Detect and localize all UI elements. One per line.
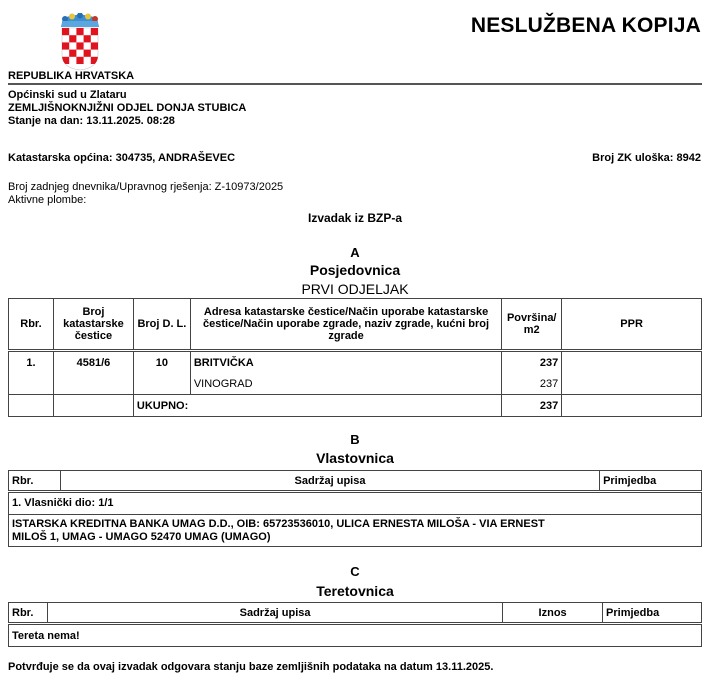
col-header-remark: Primjedba (603, 603, 702, 624)
cell-empty (562, 395, 702, 417)
table-header-row (9, 471, 702, 492)
section-a-letter: A (350, 245, 360, 260)
cell-address: BRITVIČKA (190, 351, 501, 374)
cell-rbr: 1. (9, 351, 54, 374)
col-header-rbr: Rbr. (9, 299, 54, 351)
section-b-title: Vlastovnica (316, 450, 394, 466)
active-seals: Aktivne plombe: (8, 194, 87, 206)
cell-empty (133, 373, 190, 395)
cell-broj-dl: 10 (133, 351, 190, 374)
section-c-title: Teretovnica (316, 583, 394, 599)
last-diary-number: Broj zadnjeg dnevnika/Upravnog rješenja: Z-10973/2025 (8, 181, 284, 193)
col-header-rbr: Rbr. (9, 471, 61, 492)
col-header-rbr: Rbr. (9, 603, 48, 624)
owner-details: ISTARSKA KREDITNA BANKA UMAG D.D., OIB: 65723536010, ULICA ERNESTA MILOŠA - VIA ERNEST MILOŠ 1, UMAG - UMAGO 52470 UMAG (UMAGO) (9, 515, 702, 547)
total-area: 237 (502, 395, 562, 417)
section-a-subtitle: PRVI ODJELJAK (301, 281, 409, 297)
confirmation-statement: Potvrđuje se da ovaj izvadak odgovara stanju baze zemljišnih podataka na datum 13.11.2025. (8, 661, 494, 673)
header-divider (8, 83, 702, 85)
cell-empty (9, 373, 54, 395)
col-header-amount: Iznos (503, 603, 603, 624)
section-b-letter: B (350, 432, 360, 447)
col-header-remark: Primjedba (600, 471, 702, 492)
ownership-share-row (9, 492, 702, 515)
department-name: ZEMLJIŠNOKNJIŽNI ODJEL DONJA STUBICA (8, 102, 247, 114)
total-row (9, 395, 702, 417)
col-header-broj-dl: Broj D. L. (133, 299, 190, 351)
cell-empty (562, 373, 702, 395)
vlastovnica-table (8, 470, 702, 547)
no-encumbrances: Tereta nema! (9, 624, 702, 647)
extract-title: Izvadak iz BZP-a (307, 211, 403, 225)
table-row (9, 351, 702, 374)
cell-ppr (562, 351, 702, 374)
croatian-coat-of-arms-icon (58, 13, 102, 71)
teretovnica-table (8, 602, 702, 647)
table-row-sub (9, 373, 702, 395)
section-a-title: Posjedovnica (309, 262, 401, 278)
col-header-content: Sadržaj upisa (60, 471, 599, 492)
court-name: Općinski sud u Zlataru (8, 89, 127, 101)
table-row (9, 624, 702, 647)
owner-row (9, 515, 702, 547)
col-header-content: Sadržaj upisa (47, 603, 502, 624)
state-date: Stanje na dan: 13.11.2025. 08:28 (8, 115, 175, 127)
cell-area: 237 (502, 351, 562, 374)
col-header-ppr: PPR (562, 299, 702, 351)
cell-sub-area: 237 (502, 373, 562, 395)
total-label: UKUPNO: (133, 395, 501, 417)
posjedovnica-table (8, 298, 702, 417)
ownership-share: 1. Vlasnički dio: 1/1 (9, 492, 702, 515)
cell-empty (9, 395, 54, 417)
unofficial-copy-watermark: NESLUŽBENA KOPIJA (470, 14, 701, 37)
col-header-cestica: Broj katastarske čestice (53, 299, 133, 351)
section-c-letter: C (350, 564, 360, 579)
cell-cestica: 4581/6 (53, 351, 133, 374)
cell-empty (53, 373, 133, 395)
table-header-row (9, 299, 702, 351)
country-name: REPUBLIKA HRVATSKA (8, 70, 135, 82)
zk-number: Broj ZK uloška: 8942 (592, 152, 701, 164)
cadastral-municipality: Katastarska općina: 304735, ANDRAŠEVEC (8, 152, 236, 164)
col-header-address: Adresa katastarske čestice/Način uporabe katastarske čestice/Način uporabe zgrade, naziv zgrade, kućni broj zgrade (190, 299, 501, 351)
cell-empty (53, 395, 133, 417)
col-header-area: Površina/ m2 (502, 299, 562, 351)
table-header-row (9, 603, 702, 624)
cell-use: VINOGRAD (190, 373, 501, 395)
